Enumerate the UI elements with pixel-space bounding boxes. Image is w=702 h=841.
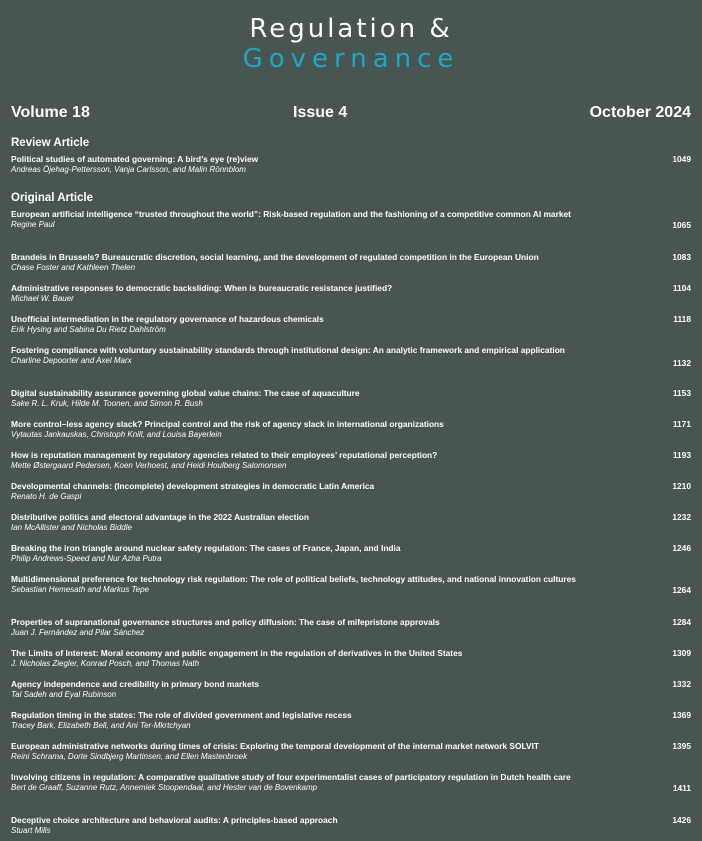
toc-entry[interactable]	[11, 815, 691, 836]
entry-page: 1284	[672, 617, 691, 627]
entry-authors: Juan J. Fernández and Pilar Sánchez	[11, 628, 145, 637]
entry-authors: Philip Andrews-Speed and Nur Azha Putra	[11, 554, 162, 563]
entry-page: 1132	[672, 358, 691, 368]
entry-page: 1232	[672, 512, 691, 522]
toc-entry[interactable]	[11, 481, 691, 502]
toc-entry[interactable]	[11, 345, 691, 366]
entry-authors: Erik Hysing and Sabina Du Rietz Dahlström	[11, 325, 166, 334]
entry-title: Breaking the iron triangle around nuclear safety regulation: The cases of France, Japan, and India	[11, 543, 401, 553]
entry-authors: Bert de Graaff, Suzanne Rutz, Annemiek Stoopendaal, and Hester van de Bovenkamp	[11, 783, 318, 792]
toc-entry[interactable]	[11, 710, 691, 731]
toc-entry[interactable]	[11, 252, 691, 273]
entry-authors: Mette Østergaard Pedersen, Koen Verhoest, and Heidi Houlberg Salomonsen	[11, 461, 287, 470]
entry-title: More control–less agency slack? Principal control and the risk of agency slack in international organizations	[11, 419, 444, 429]
entry-authors: Tal Sadeh and Eyal Rubinson	[11, 690, 117, 699]
entry-title: Digital sustainability assurance governing global value chains: The case of aquaculture	[11, 388, 360, 398]
entry-title: The Limits of Interest: Moral economy and public engagement in the regulation of derivatives in the United States	[11, 648, 463, 658]
entry-authors: J. Nicholas Ziegler, Konrad Posch, and Thomas Nath	[11, 659, 200, 668]
toc-entry[interactable]	[11, 512, 691, 533]
entry-authors: Stuart Mills	[11, 826, 51, 835]
issue-label: Issue 4	[293, 104, 348, 121]
entry-authors: Charline Depoorter and Axel Marx	[11, 356, 132, 365]
toc-entry[interactable]	[11, 741, 691, 762]
entry-page: 1153	[672, 388, 691, 398]
entry-page: 1193	[672, 450, 691, 460]
entry-page: 1049	[672, 154, 691, 164]
entry-page: 1369	[672, 710, 691, 720]
entry-authors: Regine Paul	[11, 220, 55, 229]
entry-title: Involving citizens in regulation: A comparative qualitative study of four experimentalist cases of participatory regulation in Dutch health care	[11, 772, 571, 782]
entry-title: Regulation timing in the states: The role of divided government and legislative recess	[11, 710, 352, 720]
entry-page: 1309	[672, 648, 691, 658]
entry-authors: Reini Schrama, Dorte Sindbjerg Martinsen, and Ellen Mastenbroek	[11, 752, 248, 761]
toc-entry[interactable]	[11, 543, 691, 564]
toc-entry[interactable]	[11, 450, 691, 471]
toc-entry[interactable]	[11, 154, 691, 175]
toc-entry[interactable]	[11, 283, 691, 304]
entry-authors: Chase Foster and Kathleen Thelen	[11, 263, 136, 272]
entry-page: 1065	[672, 220, 691, 230]
entry-page: 1210	[672, 481, 691, 491]
entry-title: Unofficial intermediation in the regulatory governance of hazardous chemicals	[11, 314, 324, 324]
entry-page: 1411	[672, 783, 691, 793]
entry-page: 1104	[672, 283, 691, 293]
entry-title: How is reputation management by regulatory agencies related to their employees’ reputational perception?	[11, 450, 438, 460]
entry-authors: Michael W. Bauer	[11, 294, 74, 303]
entry-title: Multidimensional preference for technology risk regulation: The role of political beliefs, technology attitudes, and national innovation cultures	[11, 574, 576, 584]
entry-authors: Sake R. L. Kruk, Hilde M. Toonen, and Simon R. Bush	[11, 399, 203, 408]
entry-title: Distributive politics and electoral advantage in the 2022 Australian election	[11, 512, 310, 522]
toc-entry[interactable]	[11, 648, 691, 669]
section-heading-original: Original Article	[11, 192, 94, 204]
entry-page: 1083	[672, 252, 691, 262]
entry-page: 1264	[672, 585, 691, 595]
entry-authors: Vytautas Jankauskas, Christoph Knill, and Louisa Bayerlein	[11, 430, 222, 439]
toc-entry[interactable]	[11, 617, 691, 638]
entry-authors: Renato H. de Gaspi	[11, 492, 82, 501]
entry-page: 1332	[672, 679, 691, 689]
journal-title-line1: Regulation &	[249, 14, 453, 44]
entry-title: Developmental channels: (Incomplete) development strategies in democratic Latin America	[11, 481, 375, 491]
section-heading-review: Review Article	[11, 137, 90, 149]
entry-title: European artificial intelligence “trusted throughout the world”: Risk-based regulation and the fashioning of a competitive common AI market	[11, 209, 571, 219]
toc-entry[interactable]	[11, 679, 691, 700]
entry-authors: Ian McAllister and Nicholas Biddle	[11, 523, 132, 532]
entry-page: 1171	[672, 419, 691, 429]
entry-page: 1426	[672, 815, 691, 825]
toc-entry[interactable]	[11, 388, 691, 409]
entry-title: European administrative networks during times of crisis: Exploring the temporal development of the internal market network SOLVIT	[11, 741, 540, 751]
entry-authors: Sebastian Hemesath and Markus Tepe	[11, 585, 150, 594]
entry-title: Agency independence and credibility in primary bond markets	[11, 679, 260, 689]
toc-entry[interactable]	[11, 209, 691, 230]
entry-title: Fostering compliance with voluntary sustainability standards through institutional design: An analytic framework and empirical application	[11, 345, 565, 355]
journal-title-line2: Governance	[242, 44, 460, 74]
toc-entry[interactable]	[11, 574, 691, 595]
toc-entry[interactable]	[11, 772, 691, 793]
entry-title: Political studies of automated governing: A bird’s eye (re)view	[11, 154, 259, 164]
toc-entry[interactable]	[11, 419, 691, 440]
toc-entry[interactable]	[11, 314, 691, 335]
entry-page: 1118	[673, 314, 691, 324]
date-label: October 2024	[589, 104, 691, 121]
entry-title: Deceptive choice architecture and behavioral audits: A principles-based approach	[11, 815, 338, 825]
entry-authors: Andreas Öjehag-Pettersson, Vanja Carlsson, and Malin Rönnblom	[11, 165, 246, 174]
entry-authors: Tracey Bark, Elizabeth Bell, and Ani Ter-Mkrtchyan	[11, 721, 191, 730]
entry-page: 1395	[672, 741, 691, 751]
entry-title: Properties of supranational governance structures and policy diffusion: The case of mifepristone approvals	[11, 617, 440, 627]
entry-title: Administrative responses to democratic backsliding: When is bureaucratic resistance justified?	[11, 283, 393, 293]
entry-page: 1246	[672, 543, 691, 553]
volume-label: Volume 18	[11, 104, 90, 121]
entry-title: Brandeis in Brussels? Bureaucratic discretion, social learning, and the development of regulated competition in the European Union	[11, 252, 539, 262]
